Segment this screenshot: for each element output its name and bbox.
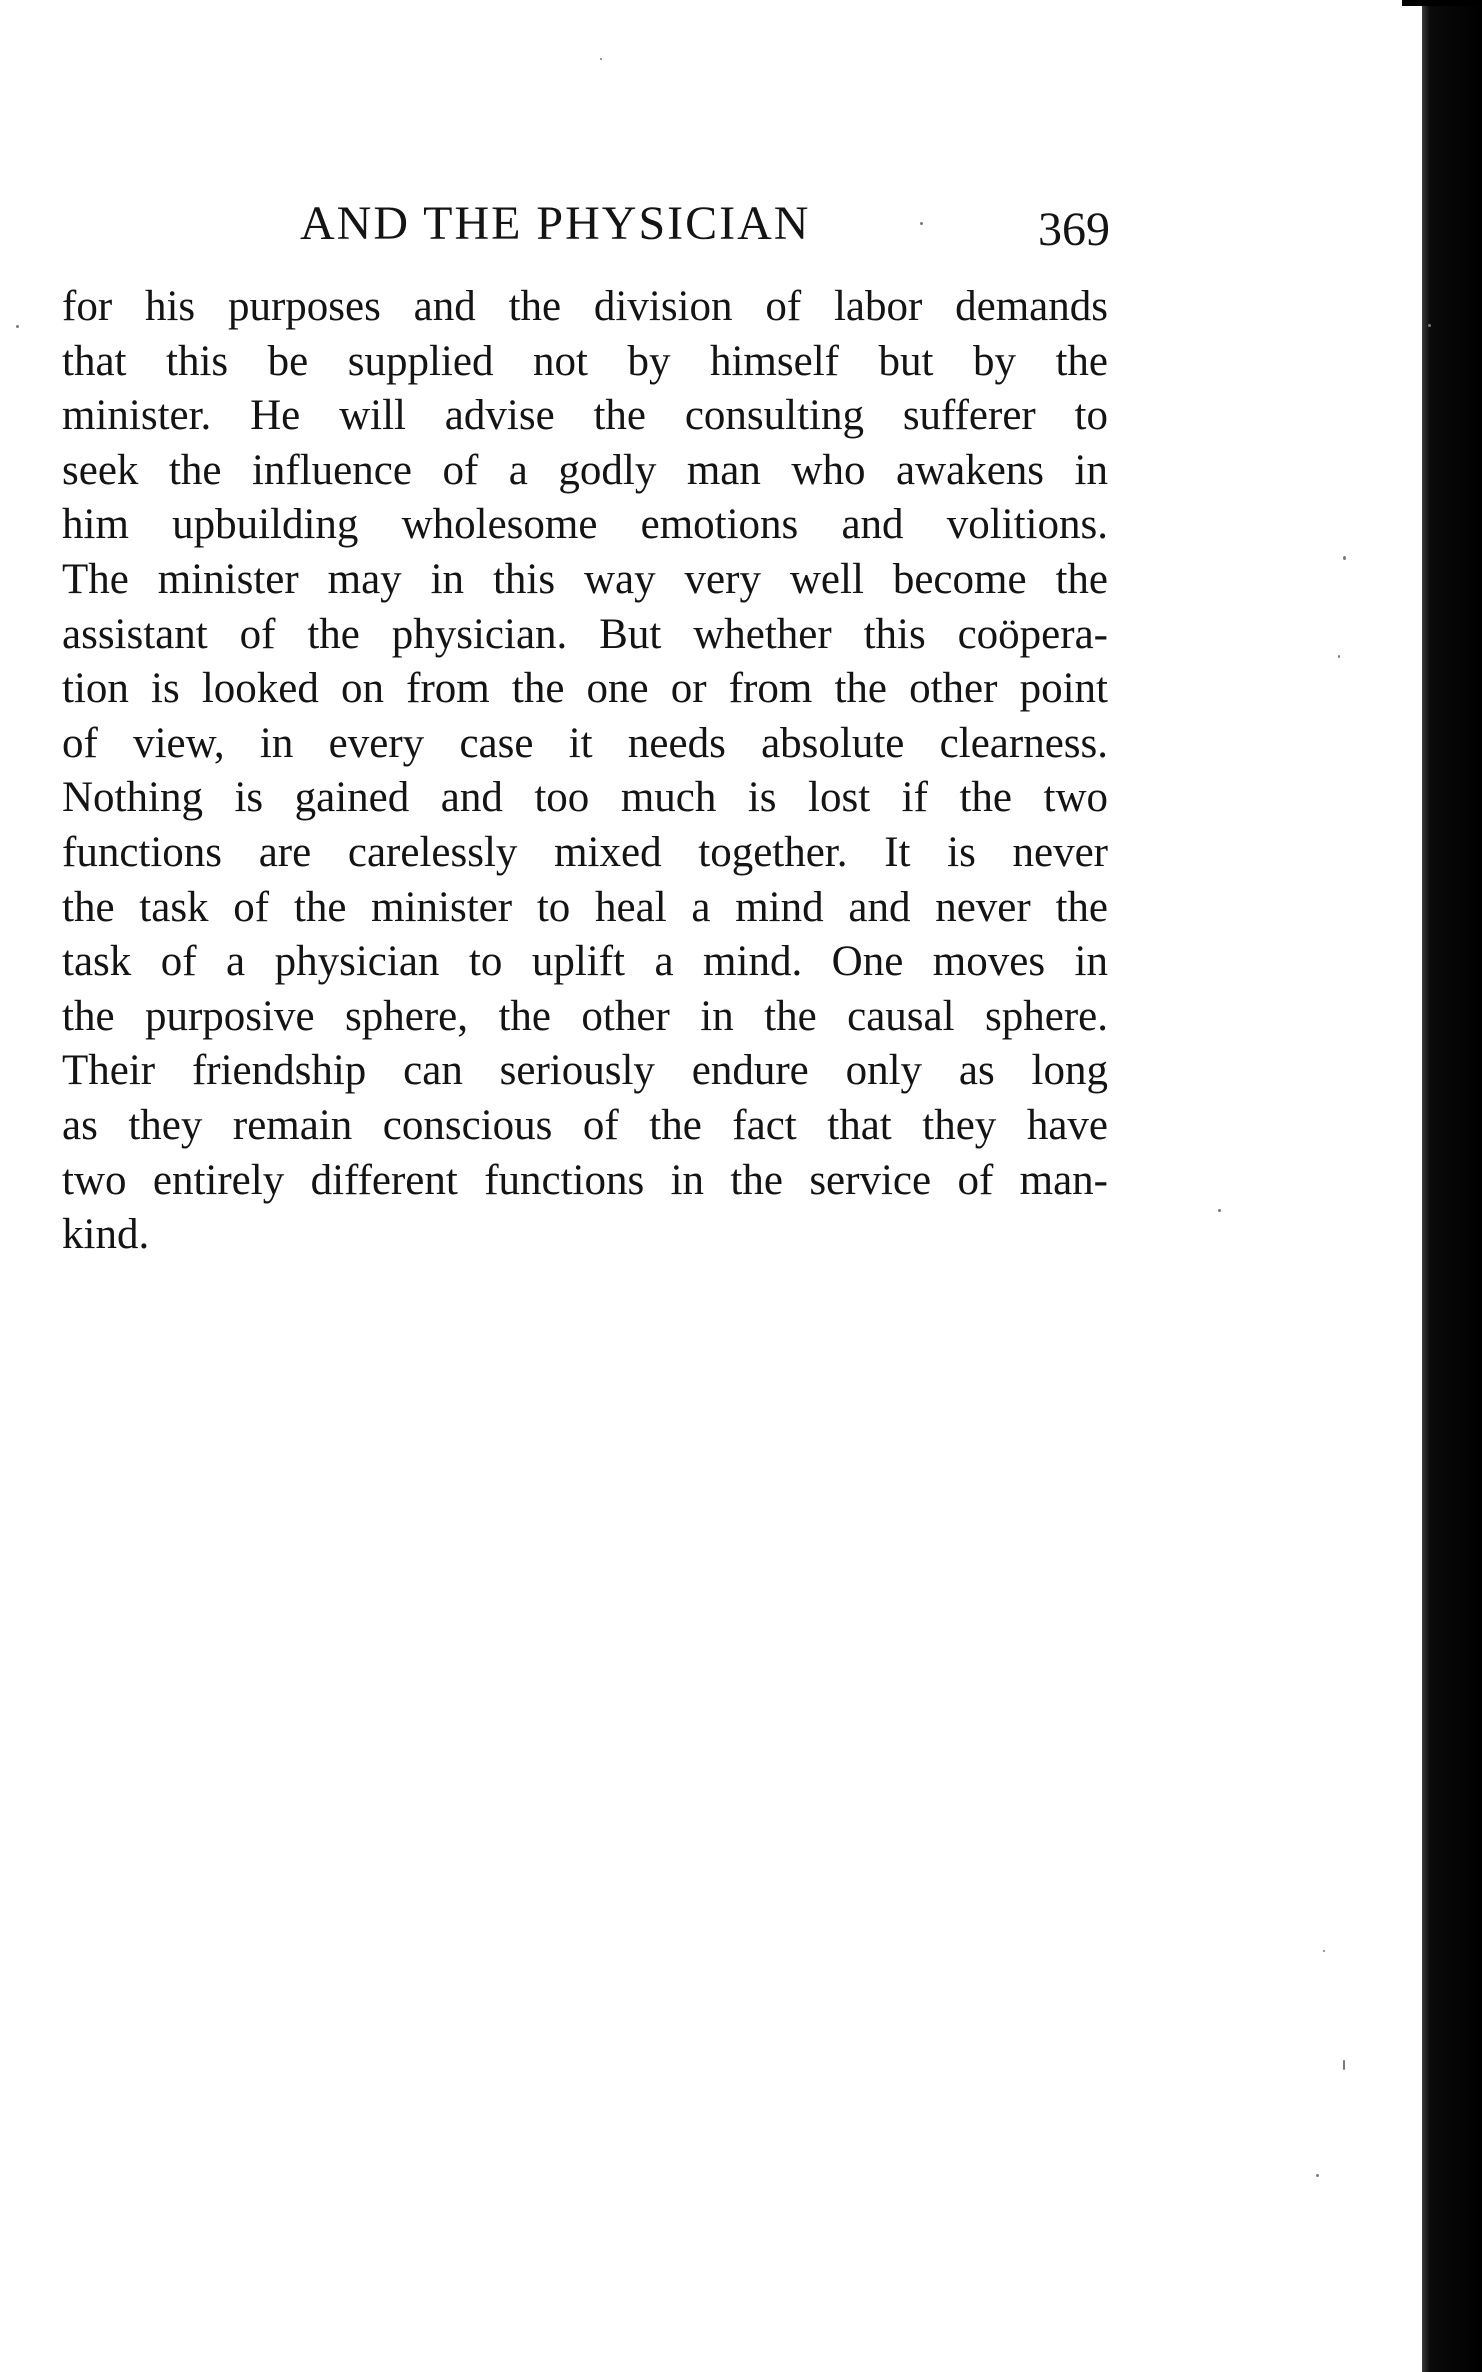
scanned-page-edge <box>1422 0 1482 2372</box>
text-line: seek the influence of a godly man who awakens in <box>62 446 1108 494</box>
text-line: Nothing is gained and too much is lost if the two <box>62 774 1108 822</box>
scan-speck <box>1338 655 1340 658</box>
scan-speck <box>1323 1950 1325 1952</box>
text-line: tion is looked on from the one or from the other point <box>62 665 1108 713</box>
text-line: that this be supplied not by himself but by the <box>62 337 1108 385</box>
text-line: of view, in every case it needs absolute clearness. <box>62 719 1108 767</box>
text-line: The minister may in this way very well become the <box>62 555 1108 603</box>
scan-speck <box>600 58 602 60</box>
text-line: for his purposes and the division of labor demands <box>62 283 1108 330</box>
text-line: task of a physician to uplift a mind. One moves in <box>62 938 1108 986</box>
scan-speck <box>920 222 923 225</box>
text-line: assistant of the physician. But whether this coöpera- <box>62 610 1108 658</box>
running-head <box>300 192 1120 262</box>
scan-speck <box>1343 2060 1345 2070</box>
text-line-last: kind. <box>62 1211 150 1259</box>
scanned-page-edge-top <box>1402 0 1482 6</box>
scan-speck <box>1316 2174 1319 2177</box>
text-line: minister. He will advise the consulting sufferer to <box>62 392 1108 440</box>
text-line: functions are carelessly mixed together. It is never <box>62 828 1108 876</box>
scan-speck <box>1218 1209 1221 1212</box>
text-line: as they remain conscious of the fact that they have <box>62 1101 1108 1149</box>
body-text <box>62 280 1108 1263</box>
scan-speck <box>1428 324 1431 327</box>
running-head-title: AND THE PHYSICIAN <box>300 197 811 250</box>
page-number: 369 <box>1038 203 1110 256</box>
scan-speck <box>1343 556 1346 560</box>
scan-speck <box>16 325 19 328</box>
text-line: two entirely different functions in the service of man- <box>62 1156 1108 1204</box>
text-line: the purposive sphere, the other in the causal sphere. <box>62 992 1108 1040</box>
text-line: the task of the minister to heal a mind and never the <box>62 883 1108 931</box>
text-line: him upbuilding wholesome emotions and volitions. <box>62 501 1108 549</box>
text-line: Their friendship can seriously endure only as long <box>62 1047 1108 1095</box>
